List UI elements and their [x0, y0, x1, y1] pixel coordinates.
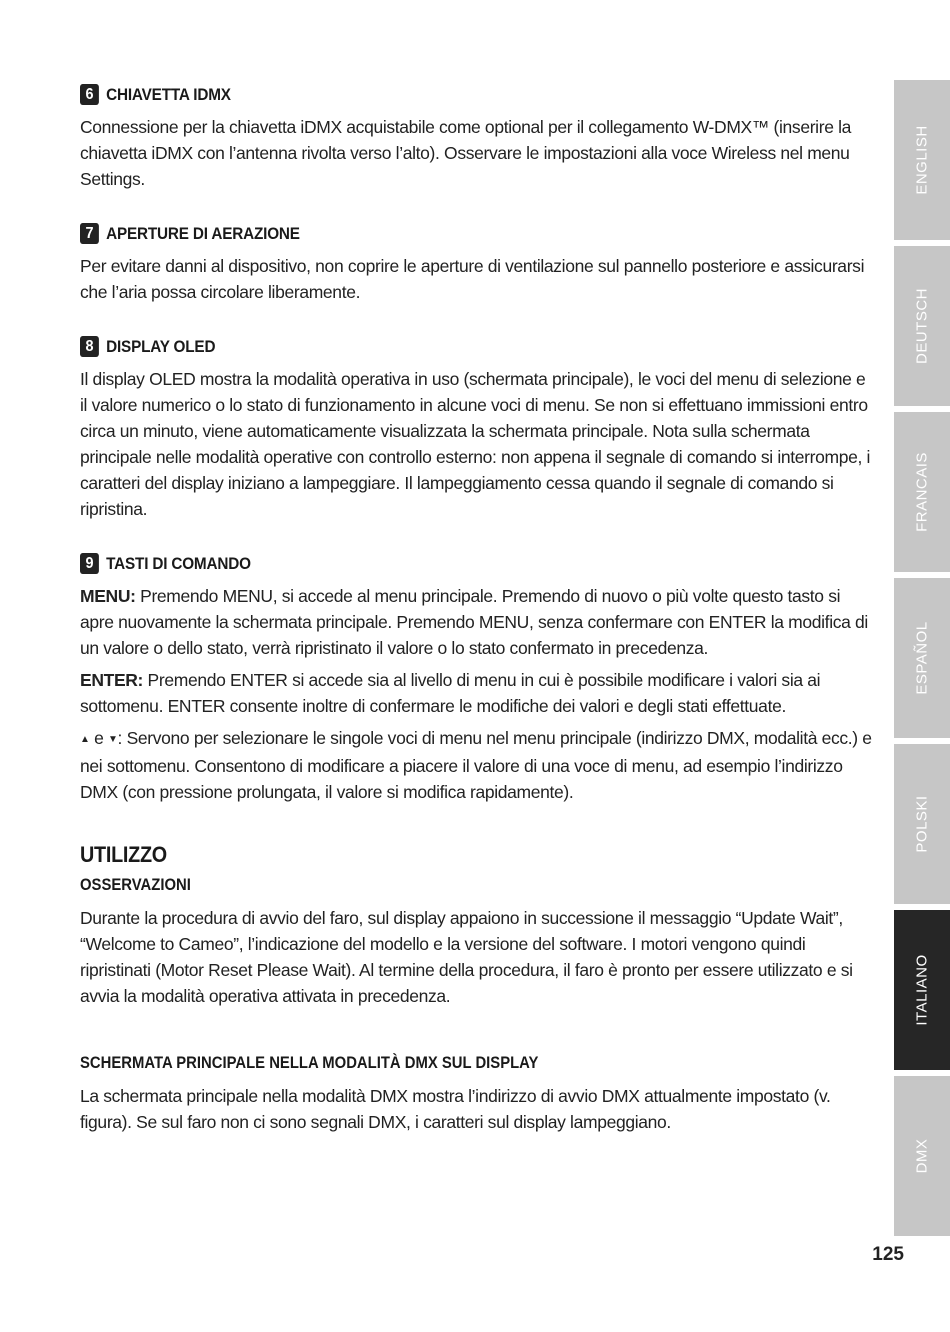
- enter-key-text: Premendo ENTER si accede sia al livello di menu in cui è possibile modificare i valori sia ai sottomenu. ENTER consente inoltre di confermare le modifiche dei valori e degli stati effettuate.: [80, 670, 821, 716]
- arrow-keys-description: [80, 725, 872, 805]
- page-number: 125: [872, 1244, 904, 1265]
- observations-heading: OSSERVAZIONI: [80, 876, 191, 894]
- observations-text: Durante la procedura di avvio del faro, sul display appaiono in successione il messaggio “Update Wait”, “Welcome to Cameo”, l’indicazione del modello e la versione del software. I motori vengono quindi ripristinati (Motor Reset Please Wait). Al termine della procedura, il faro è pronto per essere utilizzato e si avvia la modalità operativa attivata in precedenza.: [80, 908, 853, 1006]
- section-number: 7: [80, 223, 99, 244]
- section-heading: [80, 336, 793, 357]
- tab-italiano[interactable]: [894, 910, 950, 1070]
- section-number: 9: [80, 553, 99, 574]
- tab-english[interactable]: [894, 80, 950, 240]
- usage-title: UTILIZZO: [80, 842, 167, 867]
- section-number: 8: [80, 336, 99, 357]
- tab-label: ITALIANO: [913, 954, 931, 1026]
- tab-label: ESPAÑOL: [913, 621, 931, 695]
- arrow-join-text: e: [89, 728, 108, 748]
- tab-label: DMX: [913, 1138, 931, 1174]
- arrow-down-icon: ▼: [107, 734, 118, 745]
- tab-label: ENGLISH: [913, 125, 931, 195]
- section-text: Il display OLED mostra la modalità operativa in uso (schermata principale), le voci del menu di selezione e il valore numerico o lo stato di funzionamento in alcune voci di menu. Se non si effettuano immissioni entro circa un minuto, viene automaticamente visualizzata la schermata principale. Nota sulla schermata principale nelle modalità operative con controllo esterno: non appena il segnale di comando si interrompe, i caratteri del display iniziano a lampeggiare. Il lampeggiamento cessa quando il segnale di comando si ripristina.: [80, 369, 871, 519]
- enter-key-label: ENTER:: [80, 670, 144, 690]
- menu-key-description: [80, 583, 872, 661]
- tab-label: FRANCAIS: [913, 452, 931, 532]
- dmx-main-screen-text: La schermata principale nella modalità DMX mostra l’indirizzo di avvio DMX attualmente impostato (v. figura). Se sul faro non ci sono segnali DMX, i caratteri sul display lampeggiano.: [80, 1086, 831, 1132]
- section-text: Per evitare danni al dispositivo, non coprire le aperture di ventilazione sul pannello posteriore e assicurarsi che l’aria possa circolare liberamente.: [80, 256, 865, 302]
- tab-deutsch[interactable]: [894, 246, 950, 406]
- dmx-main-screen-heading: SCHERMATA PRINCIPALE NELLA MODALITÀ DMX SUL DISPLAY: [80, 1054, 539, 1072]
- section-title: APERTURE DI AERAZIONE: [106, 223, 300, 243]
- tab-polski[interactable]: [894, 744, 950, 904]
- menu-key-label: MENU:: [80, 586, 136, 606]
- section-number: 6: [80, 84, 99, 105]
- tab-espanol[interactable]: [894, 578, 950, 738]
- enter-key-description: [80, 667, 872, 719]
- section-text: Connessione per la chiavetta iDMX acquistabile come optional per il collegamento W-DMX™ (inserire la chiavetta iDMX con l’antenna rivolta verso l’alto). Osservare le impostazioni alla voce Wireless nel menu Settings.: [80, 117, 852, 189]
- arrow-keys-text: : Servono per selezionare le singole voci di menu nel menu principale (indirizzo DMX, modalità ecc.) e nei sottomenu. Consentono di modificare a piacere il valore di una voce di menu, ad esempio l’indirizzo DMX (con pressione prolungata, il valore si modifica rapidamente).: [80, 728, 872, 802]
- page-content: [80, 84, 872, 1135]
- menu-key-text: Premendo MENU, si accede al menu principale. Premendo di nuovo o più volte questo tasto si apre nuovamente la schermata principale. Premendo MENU, senza confermare con ENTER la modifica di un valore o dello stato, verrà ripristinato il valore o lo stato confermato in precedenza.: [80, 586, 868, 658]
- tab-dmx[interactable]: [894, 1076, 950, 1236]
- section-heading: [80, 553, 793, 574]
- language-tabs: [894, 80, 950, 1242]
- section-title: TASTI DI COMANDO: [106, 553, 251, 573]
- tab-label: POLSKI: [913, 795, 931, 853]
- arrow-up-icon: ▲: [80, 734, 90, 745]
- section-title: CHIAVETTA IDMX: [106, 84, 231, 104]
- tab-francais[interactable]: [894, 412, 950, 572]
- section-heading: [80, 223, 793, 244]
- section-title: DISPLAY OLED: [106, 336, 216, 356]
- section-heading: [80, 84, 793, 105]
- tab-label: DEUTSCH: [913, 287, 931, 365]
